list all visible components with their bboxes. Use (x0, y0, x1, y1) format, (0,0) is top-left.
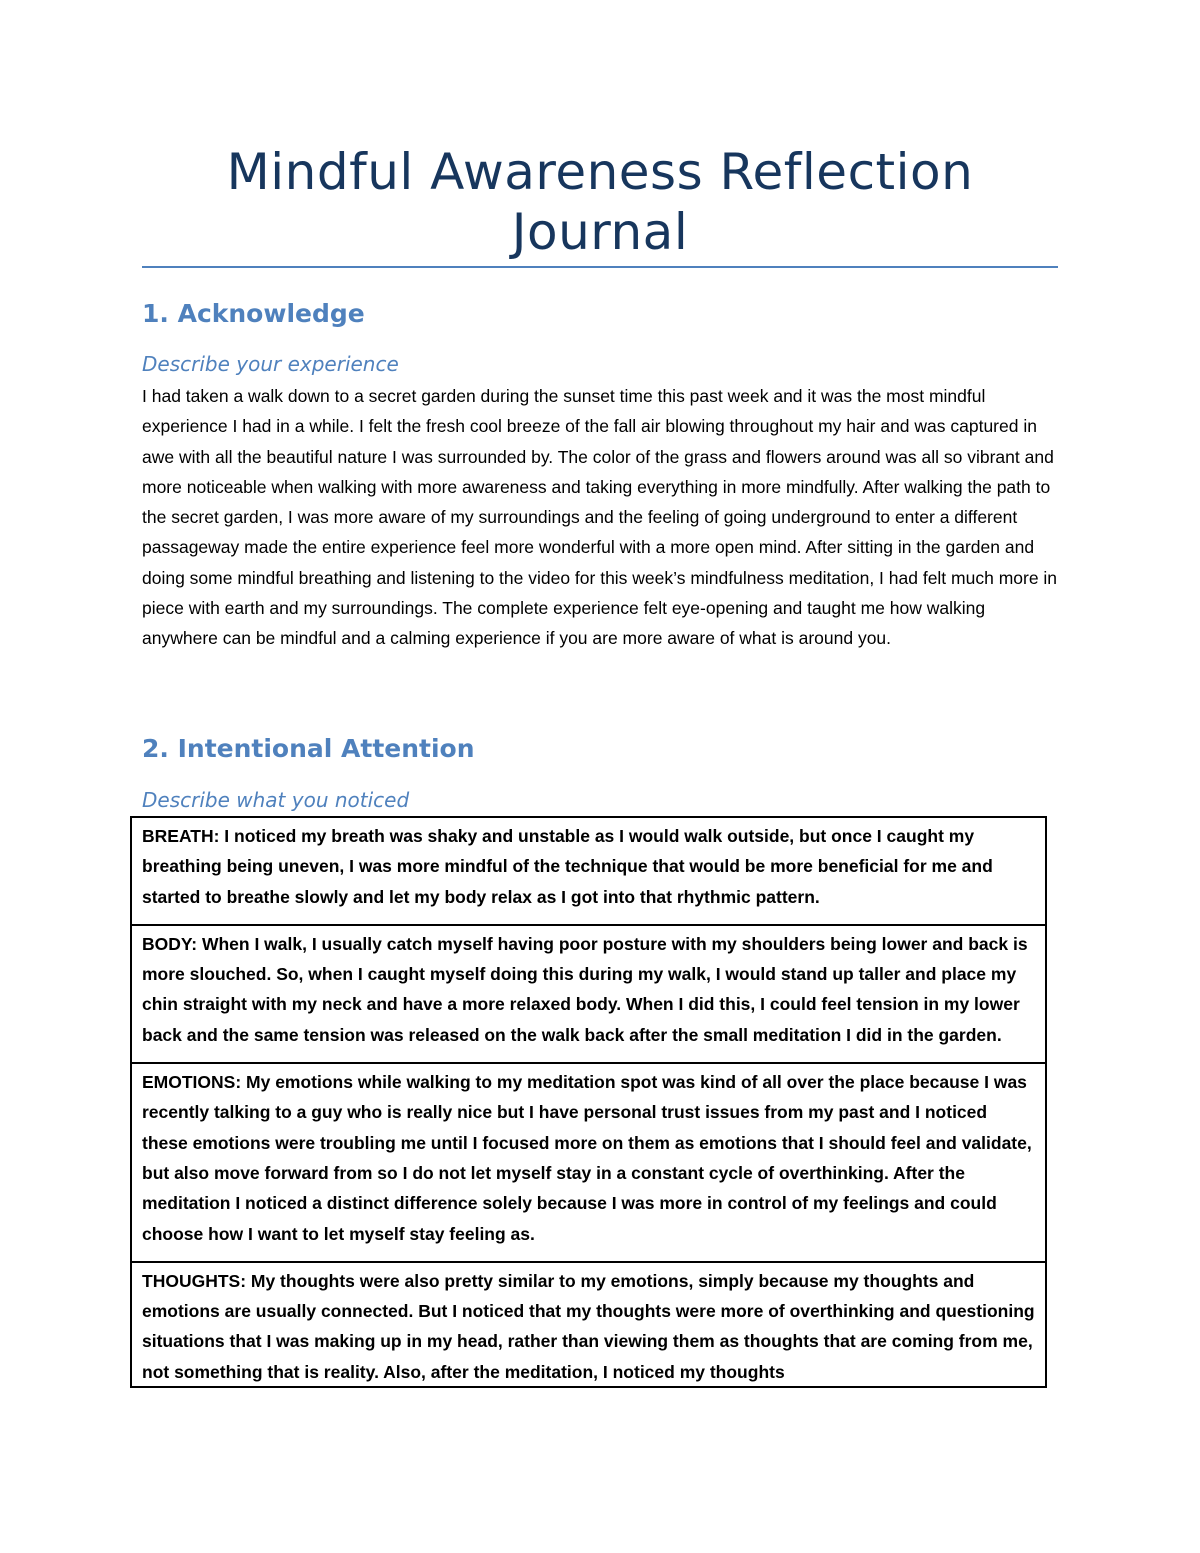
table-row-thoughts (131, 1262, 1046, 1387)
table-cell-emotions (131, 1063, 1046, 1262)
table-cell-breath (131, 817, 1046, 925)
title-underline (142, 266, 1058, 268)
table-row-body (131, 925, 1046, 1063)
noticed-table (130, 816, 1047, 1388)
emotions-text: EMOTIONS: My emotions while walking to my meditation spot was kind of all over the place because I was recently talking to a guy who is really nice but I have personal trust issues from my past and I noticed these emotions were troubling me until I focused more on them as emotions that I should feel and validate, but also move forward from so I do not let myself stay in a constant cycle of overthinking. After the meditation I noticed a distinct difference solely because I was more in control of my feelings and could choose how I want to let myself stay feeling as. (142, 1072, 1032, 1244)
document-title: Mindful Awareness Reflection Journal (226, 143, 974, 261)
body-text: BODY: When I walk, I usually catch myself having poor posture with my shoulders being lower and back is more slouched. So, when I caught myself doing this during my walk, I would stand up taller and place my chin straight with my neck and have a more relaxed body. When I did this, I could feel tension in my lower back and the same tension was released on the walk back after the small meditation I did in the garden. (142, 933, 1028, 1045)
thoughts-clip (142, 1266, 1035, 1386)
table-cell-thoughts (131, 1262, 1046, 1387)
thoughts-text: THOUGHTS: My thoughts were also pretty similar to my emotions, simply because my thoughts and emotions are usually connected. But I noticed that my thoughts were more of overthinking and questioning situations that I was making up in my head, rather than viewing them as thoughts that are coming from me, not something that is reality. Also, after the meditation, I noticed my thoughts (142, 1270, 1035, 1382)
table-cell-body (131, 925, 1046, 1063)
table-row-breath (131, 817, 1046, 925)
section-heading-acknowledge: 1. Acknowledge (142, 299, 365, 328)
section-heading-intentional-attention: 2. Intentional Attention (142, 734, 475, 763)
subheading-describe-experience: Describe your experience (142, 352, 399, 376)
table-row-emotions (131, 1063, 1046, 1262)
breath-text: BREATH: I noticed my breath was shaky and unstable as I would walk outside, but once I caught my breathing being uneven, I was more mindful of the technique that would be more beneficial for me and started to breathe slowly and let my body relax as I got into that rhythmic pattern. (142, 826, 993, 907)
experience-paragraph: I had taken a walk down to a secret garden during the sunset time this past week and it was the most mindful experience I had in a while. I felt the fresh cool breeze of the fall air blowing throughout my hair and was captured in awe with all the beautiful nature I was surrounded by. The color of the grass and flowers around was all so vibrant and more noticeable when walking with more awareness and taking everything in more mindfully. After walking the path to the secret garden, I was more aware of my surroundings and the feeling of going underground to enter a different passageway made the entire experience feel more wonderful with a more open mind. After sitting in the garden and doing some mindful breathing and listening to the video for this week’s mindfulness meditation, I had felt much more in piece with earth and my surroundings. The complete experience felt eye-opening and taught me how walking anywhere can be mindful and a calming experience if you are more aware of what is around you. (142, 386, 1058, 649)
subheading-describe-noticed: Describe what you noticed (142, 788, 410, 812)
